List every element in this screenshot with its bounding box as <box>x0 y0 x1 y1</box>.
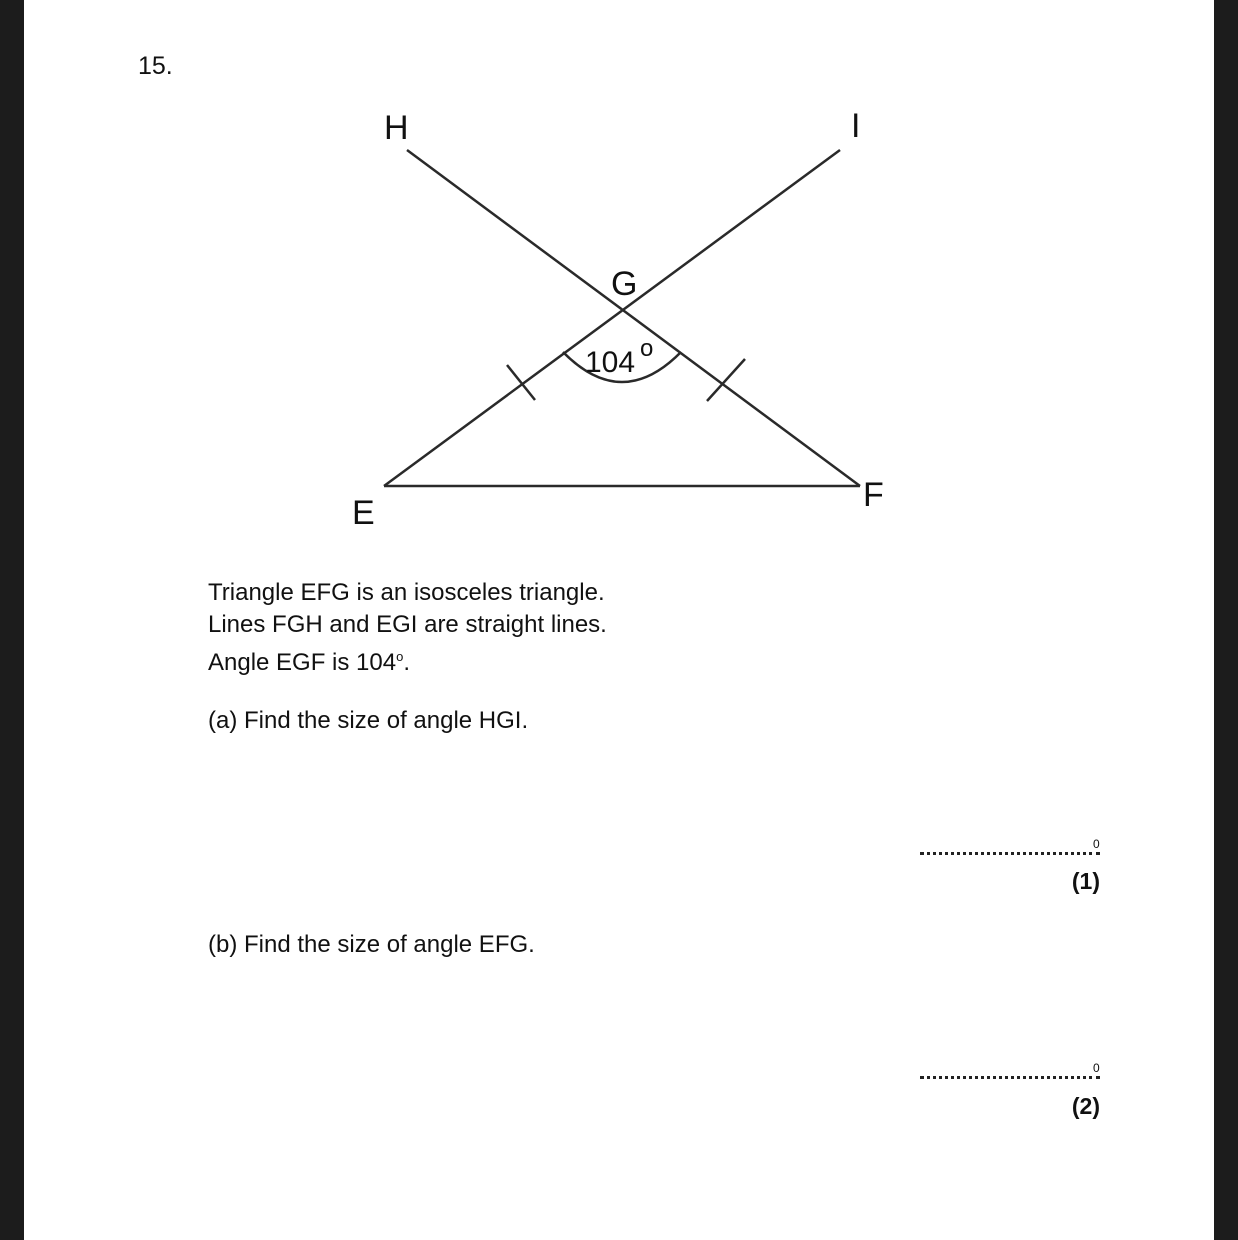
part-b-answer-line[interactable] <box>920 1076 1100 1079</box>
point-label-g: G <box>611 265 638 303</box>
statement-line: Lines FGH and EGI are straight lines. <box>208 611 607 638</box>
point-label-e: E <box>352 494 375 532</box>
part-b-question: (b) Find the size of angle EFG. <box>208 931 535 958</box>
part-a-question: (a) Find the size of angle HGI. <box>208 707 529 734</box>
part-b-marks: (2) <box>1071 1093 1100 1119</box>
angle-statement-text: Angle EGF is 104 <box>208 649 397 676</box>
geometry-diagram <box>24 0 1214 560</box>
question-number: 15. <box>138 52 173 80</box>
part-a-answer-line[interactable] <box>920 852 1100 855</box>
point-label-i: I <box>851 107 861 145</box>
point-label-f: F <box>863 476 884 514</box>
line-hgf <box>407 150 860 486</box>
part-a-degree-mark: 0 <box>1093 837 1100 851</box>
tick-mark-eg <box>507 365 535 400</box>
angle-degree-symbol: o <box>640 335 654 362</box>
angle-statement-degree: o <box>396 649 404 664</box>
angle-statement <box>208 641 607 679</box>
tick-mark-gf <box>707 359 745 401</box>
line-ige <box>384 150 840 486</box>
part-a-marks: (1) <box>1071 868 1100 894</box>
point-label-h: H <box>384 109 409 147</box>
angle-value-label: 104 <box>585 346 636 379</box>
part-b-degree-mark: 0 <box>1093 1061 1100 1075</box>
problem-statement <box>208 577 607 679</box>
angle-statement-suffix: . <box>403 649 411 676</box>
exam-page <box>24 0 1214 1240</box>
statement-line: Triangle EFG is an isosceles triangle. <box>208 579 605 606</box>
